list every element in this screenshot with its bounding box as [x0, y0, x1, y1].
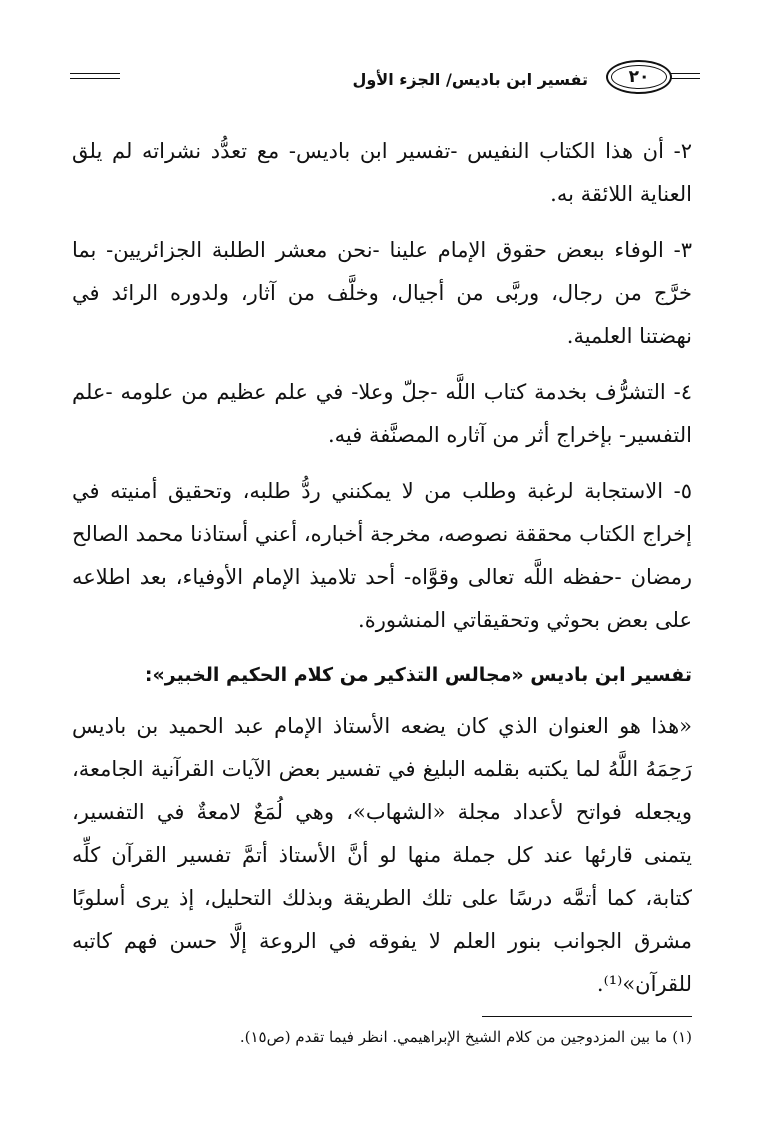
main-text [72, 130, 692, 1019]
section-paragraph: «هذا هو العنوان الذي كان يضعه الأستاذ الإمام عبد الحميد بن باديس رَحِمَهُ اللَّهُ لما يكتبه بقلمه البليغ في تفسير بعض الآيات القرآنية الجامعة، ويجعله فواتح لأعداد مجلة «الشهاب»، وهي لُمَعٌ لامعةٌ في التفسير، يتمنى قارئها عند كل جملة منها لو أنَّ الأستاذ أتمَّ تفسير القرآن كلِّه كتابة، كما أتمَّه درسًا على تلك الطريقة وبذلك التحليل، إذ يرى أسلوبًا مشرق الجوانب بنور العلم لا يفوقه في الروعة إلَّا حسن فهم كاتبه للقرآن»⁽¹⁾. [72, 714, 692, 996]
header-title: تفسير ابن باديس/ الجزء الأول [352, 70, 588, 89]
paragraph-5: ٥- الاستجابة لرغبة وطلب من لا يمكنني ردُّ طلبه، وتحقيق أمنيته في إخراج الكتاب محققة نصوصه، مخرجة أخباره، أعني أستاذنا محمد الصالح رمضان -حفظه اللَّه تعالى وقوَّاه- أحد تلاميذ الإمام الأوفياء، بعد اطلاعه على بعض بحوثي وتحقيقاتي المنشورة. [72, 479, 692, 632]
paragraph-4: ٤- التشرُّف بخدمة كتاب اللَّه -جلّ وعلا- في علم عظيم من علومه -علم التفسير- بإخراج أثر من آثاره المصنَّفة فيه. [72, 380, 692, 447]
footnote-divider [482, 1016, 692, 1017]
paragraph-2: ٢- أن هذا الكتاب النفيس -تفسير ابن باديس- مع تعدُّد نشراته لم يلق العناية اللائقة به. [72, 139, 692, 206]
page-number: ٢٠ [606, 60, 672, 94]
header-rule-left [70, 73, 120, 79]
running-header [70, 56, 700, 102]
footnote: (١) ما بين المزدوجين من كلام الشيخ الإبراهيمي. انظر فيما تقدم (ص١٥). [239, 1028, 692, 1046]
header-rule-right [670, 73, 700, 79]
section-heading: تفسير ابن باديس «مجالس التذكير من كلام الحكيم الخبير»: [144, 664, 692, 686]
paragraph-3: ٣- الوفاء ببعض حقوق الإمام علينا -نحن معشر الطلبة الجزائريين- بما خرَّج من رجال، وربَّى من أجيال، وخلَّف من آثار، ولدوره الرائد في نهضتنا العلمية. [72, 238, 692, 348]
